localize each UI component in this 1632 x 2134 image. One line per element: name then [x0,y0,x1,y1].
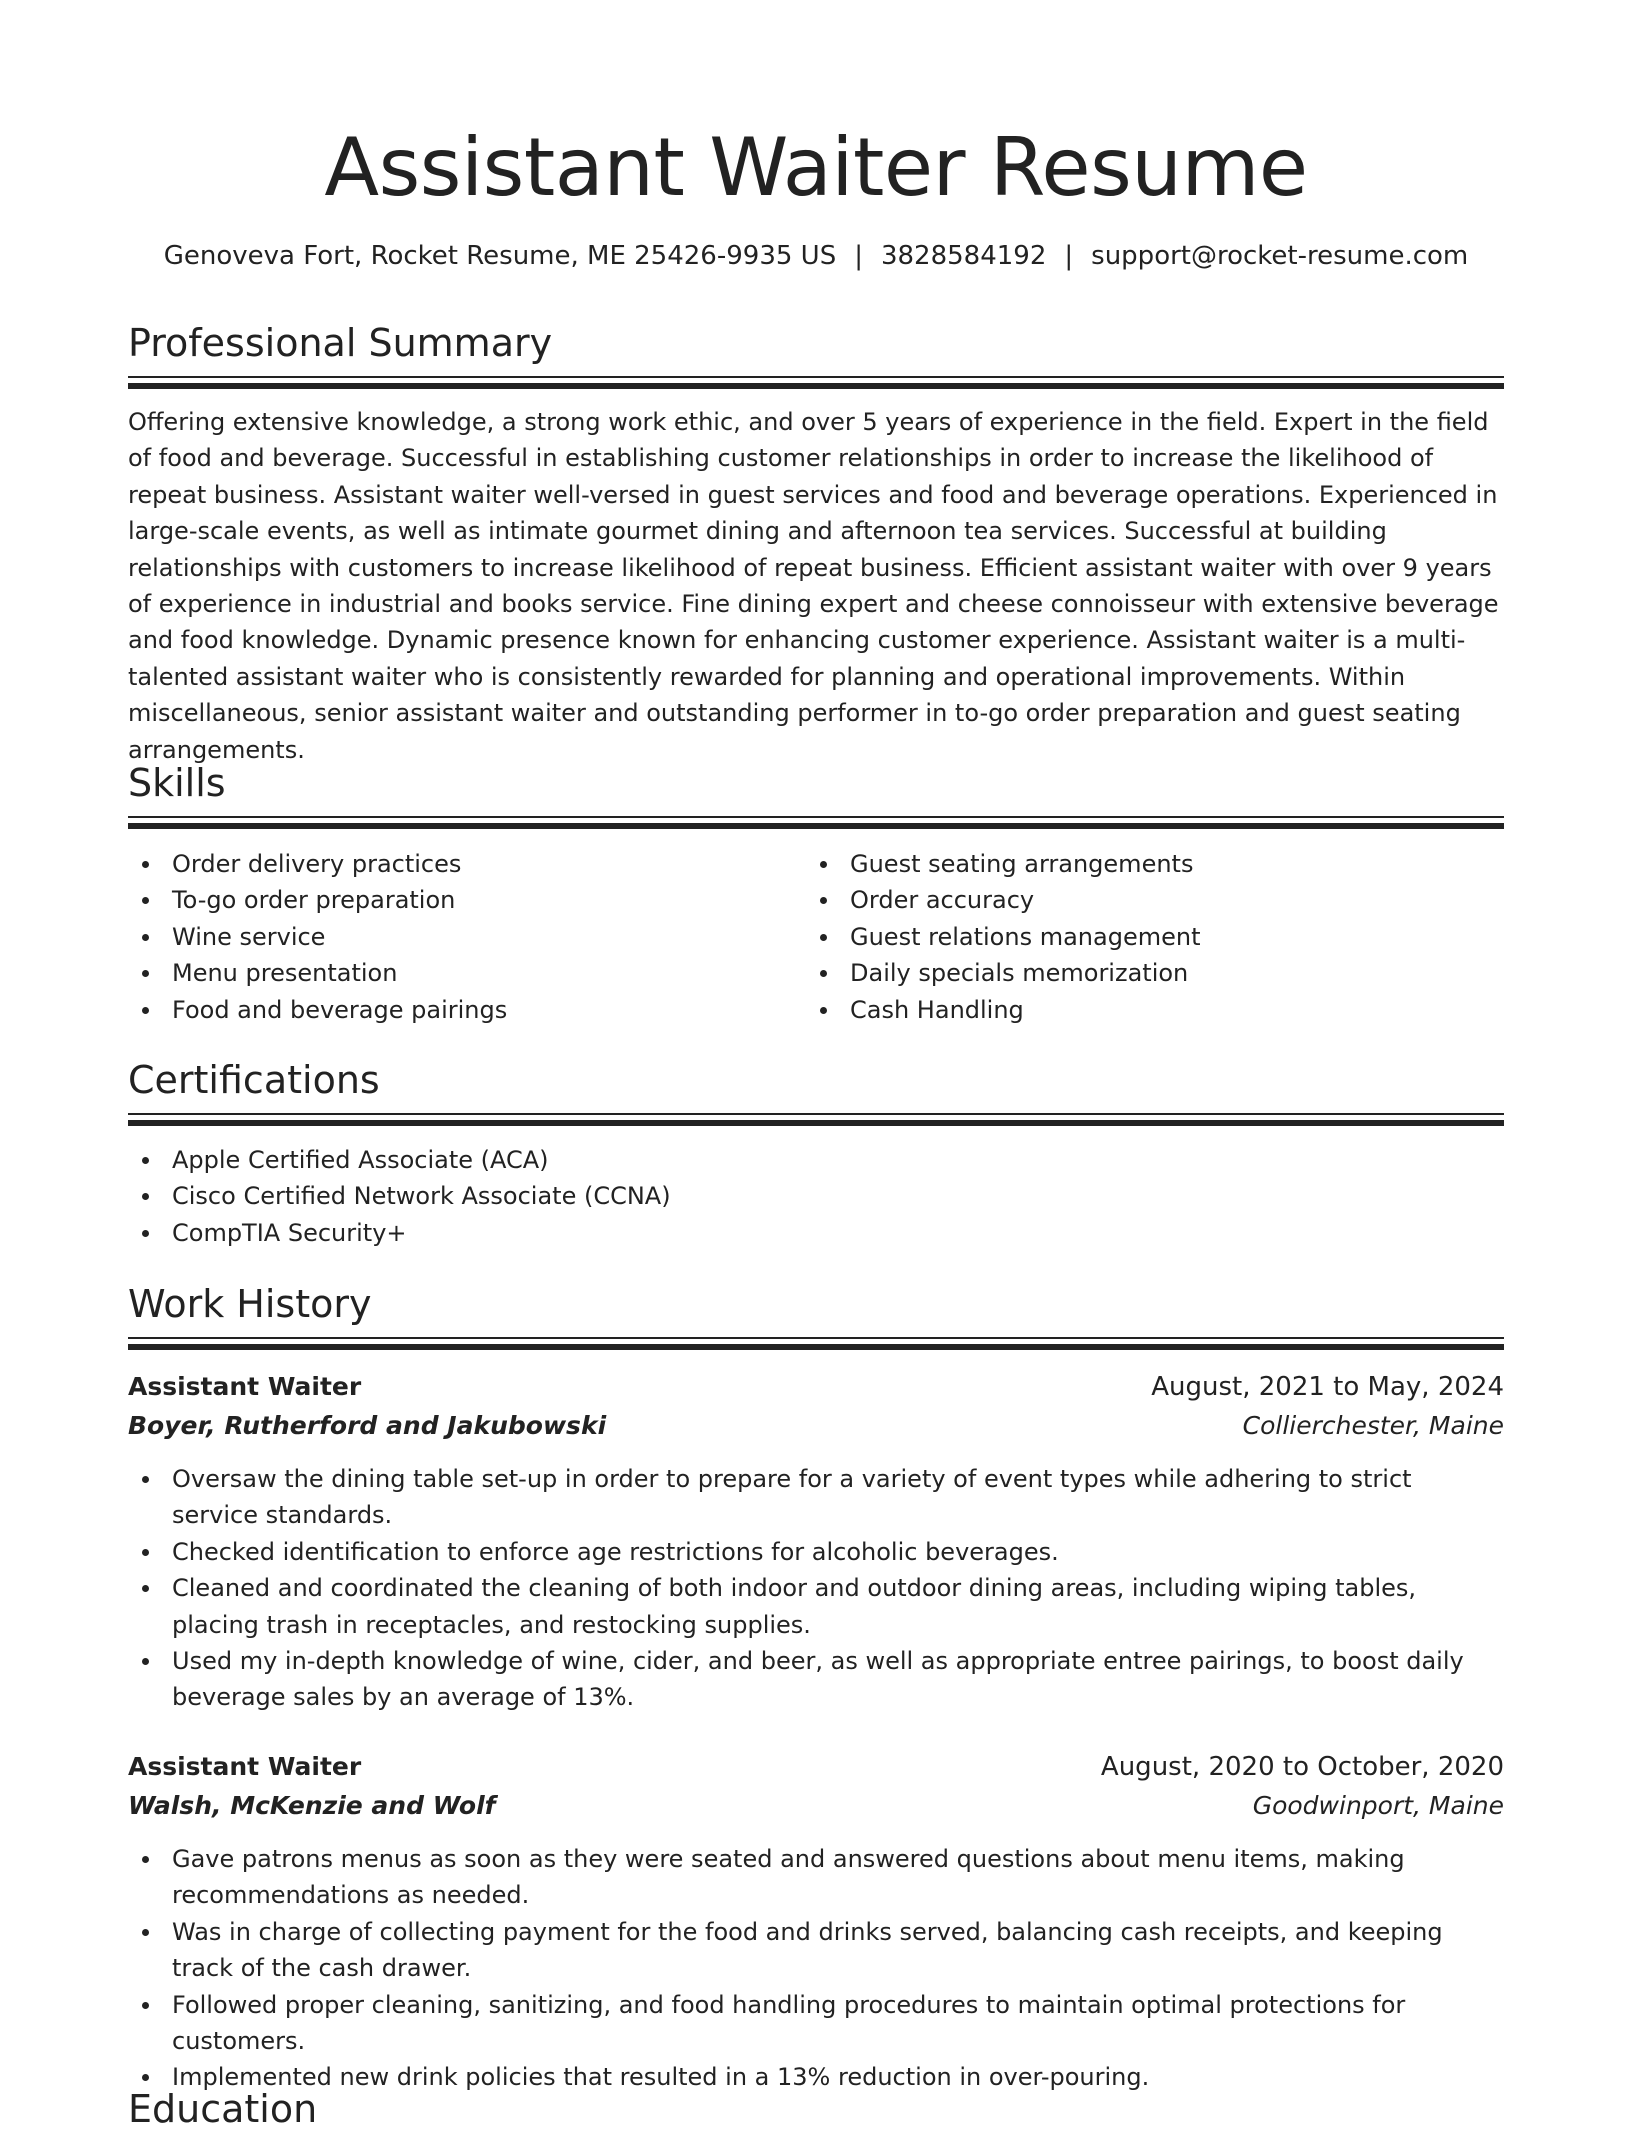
contact-separator: | [854,241,863,271]
certifications-list [128,1142,1504,1251]
contact-line [0,236,1632,276]
summary-text: Offering extensive knowledge, a strong work ethic, and over 5 years of experience in the field. Expert in the field of food and beverage. Successful in establishing customer relationships in order to increase the likelihood of repeat business. Assistant waiter well-versed in guest services and food and beverage operations. Experienced in large-scale events, as well as intimate gourmet dining and afternoon tea services. Successful at building relationships with customers to increase likelihood of repeat business. Efficient assistant waiter with over 9 years of experience in industrial and books service. Fine dining expert and cheese connoisseur with extensive beverage and food knowledge. Dynamic presence known for enhancing customer experience. Assistant waiter is a multi-talented assistant waiter who is consistently rewarded for planning and operational improvements. Within miscellaneous, senior assistant waiter and outstanding performer in to-go order preparation and guest seating arrangements. [128,408,1499,764]
skill-item: Food and beverage pairings [128,992,808,1028]
job-bullet: Gave patrons menus as soon as they were seated and answered questions about menu items, making recommendations as needed. [128,1841,1504,1914]
job-dates: August, 2020 to October, 2020 [1100,1752,1504,1782]
job-dates: August, 2021 to May, 2024 [1151,1372,1504,1402]
education-heading: Education [128,2087,318,2131]
skills-heading: Skills [128,761,226,805]
skill-item: Wine service [128,919,808,955]
skills-section-heading [128,758,1504,808]
education-section-heading [128,2084,1504,2134]
page-title: Assistant Waiter Resume [324,121,1308,214]
skill-item: Order accuracy [806,882,1486,918]
job-header [128,1747,1504,1787]
job-bullet: Cleaned and coordinated the cleaning of both indoor and outdoor dining areas, including wiping tables, placing trash in receptacles, and restocking supplies. [128,1570,1504,1643]
summary-section-heading [128,318,1504,368]
job-header [128,1367,1504,1407]
skill-item: Daily specials memorization [806,955,1486,991]
job-location: Collierchester, Maine [1242,1411,1504,1440]
work-section-heading [128,1279,1504,1329]
summary-heading: Professional Summary [128,321,553,365]
job-location: Goodwinport, Maine [1252,1791,1504,1820]
contact-phone: 3828584192 [880,241,1047,271]
job-bullet: Followed proper cleaning, sanitizing, and food handling procedures to maintain optimal protections for customers. [128,1987,1504,2060]
job-bullet: Implemented new drink policies that resulted in a 13% reduction in over-pouring. [128,2059,1504,2095]
summary-rule [128,376,1504,389]
work-rule [128,1337,1504,1350]
skill-item: To-go order preparation [128,882,808,918]
job-bullet: Checked identification to enforce age restrictions for alcoholic beverages. [128,1534,1504,1570]
skill-item: Menu presentation [128,955,808,991]
job-bullet: Oversaw the dining table set-up in order to prepare for a variety of event types while adhering to strict service standards. [128,1461,1504,1534]
job-bullets [128,1841,1504,2096]
job-title: Assistant Waiter [128,1752,362,1781]
contact-separator: | [1064,241,1074,271]
skill-item: Order delivery practices [128,846,808,882]
skills-list-left [128,846,808,1028]
skill-item: Guest seating arrangements [806,846,1486,882]
certification-item: Cisco Certified Network Associate (CCNA) [128,1178,1504,1214]
certifications-heading: Certifications [128,1058,380,1102]
contact-email[interactable]: support@rocket-resume.com [1091,241,1469,271]
job-title: Assistant Waiter [128,1372,362,1401]
skills-list-right [806,846,1486,1028]
skills-rule [128,816,1504,829]
skill-item: Guest relations management [806,919,1486,955]
certifications-section-heading [128,1055,1504,1105]
certifications-rule [128,1113,1504,1126]
job-bullets [128,1461,1504,1716]
job-bullet: Used my in-depth knowledge of wine, cider, and beer, as well as appropriate entree pairings, to boost daily beverage sales by an average of 13%. [128,1643,1504,1716]
job-subheader [128,1786,1504,1826]
certification-item: CompTIA Security+ [128,1215,1504,1251]
certification-item: Apple Certified Associate (ACA) [128,1142,1504,1178]
job-company: Walsh, McKenzie and Wolf [128,1791,496,1820]
job-company: Boyer, Rutherford and Jakubowski [128,1411,607,1440]
job-subheader [128,1406,1504,1446]
work-heading: Work History [128,1282,372,1326]
skill-item: Cash Handling [806,992,1486,1028]
job-bullet: Was in charge of collecting payment for the food and drinks served, balancing cash receipts, and keeping track of the cash drawer. [128,1914,1504,1987]
contact-address: Genoveva Fort, Rocket Resume, ME 25426-9935 US [163,241,837,271]
